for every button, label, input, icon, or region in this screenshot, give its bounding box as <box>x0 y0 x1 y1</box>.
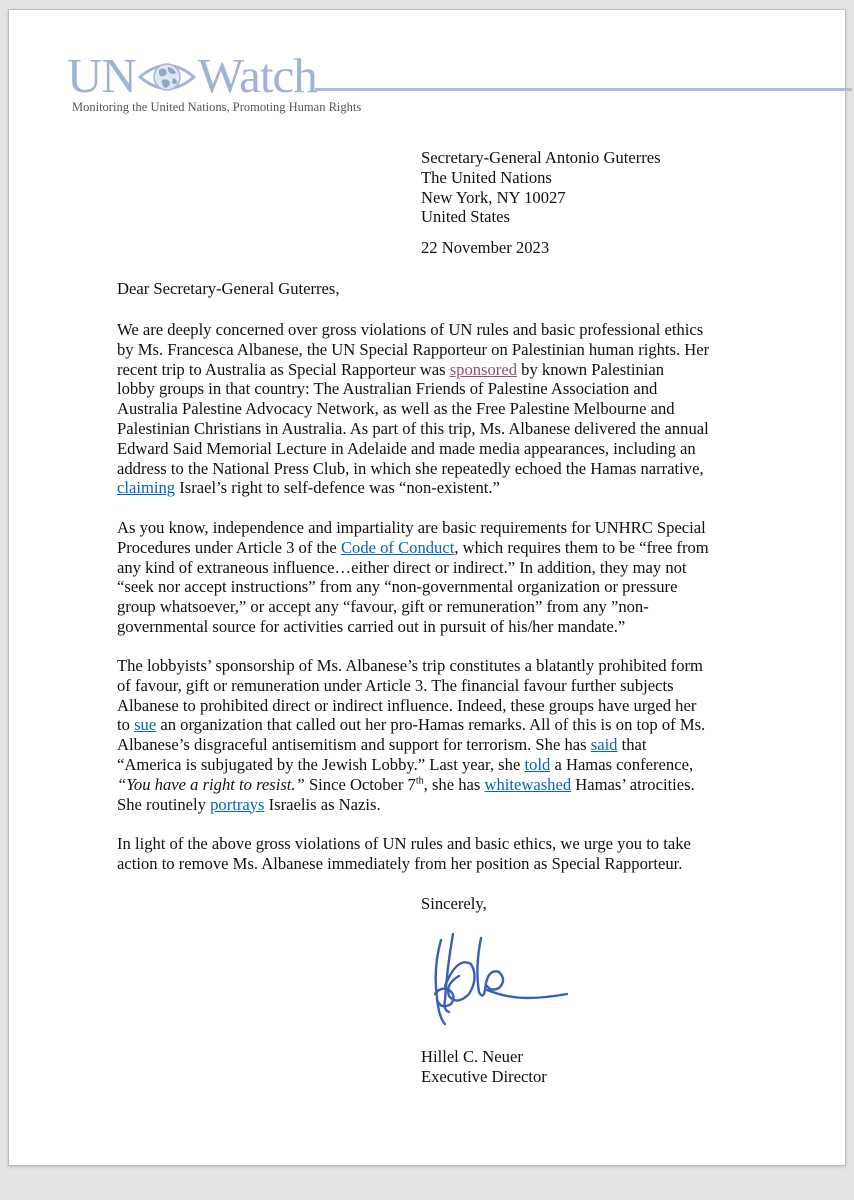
text-run: Hamas’ atrocities. <box>571 774 695 794</box>
text-line: address to the National Press Club, in which she repeatedly echoed the Hamas narrative, <box>117 458 704 478</box>
text-line: As you know, independence and impartiality are basic requirements for UNHRC Special <box>117 518 706 537</box>
signer-title: Executive Director <box>421 1066 547 1086</box>
paragraph-3 <box>117 656 757 814</box>
text-line: The lobbyists’ sponsorship of Ms. Albanese’s trip constitutes a blatantly prohibited form <box>117 656 703 675</box>
text-line <box>117 715 757 735</box>
address-line: Secretary-General Antonio Guterres <box>421 148 661 167</box>
closing: Sincerely, <box>421 894 487 913</box>
address-line: New York, NY 10027 <box>421 187 566 207</box>
letter-date: 22 November 2023 <box>421 238 550 257</box>
text-run: She routinely <box>117 794 211 814</box>
text-line <box>117 735 757 755</box>
text-line: We are deeply concerned over gross violations of UN rules and basic professional ethics <box>117 320 704 339</box>
sponsored-link[interactable]: sponsored <box>449 359 517 379</box>
text-run: Procedures under Article 3 of the <box>117 537 341 557</box>
whitewashed-link[interactable]: whitewashed <box>484 774 572 794</box>
letterhead-rule <box>315 88 852 91</box>
italic-quote: “You have a right to resist.” <box>117 774 305 794</box>
text-line: any kind of extraneous influence…either direct or indirect.” In addition, they may not <box>117 557 687 577</box>
text-line: group whatsoever,” or accept any “favour, gift or remuneration” from any ”non- <box>117 597 649 617</box>
signer-block <box>421 1047 547 1087</box>
text-line: action to remove Ms. Albanese immediately from her position as Special Rapporteur. <box>117 853 683 873</box>
text-line <box>117 795 757 815</box>
text-line <box>117 478 757 498</box>
text-run: Israel’s right to self-defence was “non-existent.” <box>175 478 500 498</box>
text-run: a Hamas conference, <box>550 754 694 774</box>
text-line: of favour, gift or remuneration under Article 3. The financial favour further subjects <box>117 675 674 695</box>
text-line <box>117 755 757 775</box>
text-line: “seek nor accept instructions” from any “non-governmental organization or pressure <box>117 577 678 597</box>
text-line: In light of the above gross violations of UN rules and basic ethics, we urge you to take <box>117 834 691 853</box>
portrays-link[interactable]: portrays <box>210 794 265 814</box>
signer-name: Hillel C. Neuer <box>421 1047 523 1066</box>
said-link[interactable]: said <box>590 735 618 755</box>
text-run: recent trip to Australia as Special Rapporteur was <box>117 359 450 379</box>
claiming-link[interactable]: claiming <box>117 478 176 498</box>
text-line: by Ms. Francesca Albanese, the UN Special Rapporteur on Palestinian human rights. Her <box>117 339 710 359</box>
un-watch-logo <box>67 48 317 103</box>
text-run: , which requires them to be “free from <box>454 537 709 557</box>
text-line <box>117 775 757 795</box>
text-run: Israelis as Nazis. <box>264 794 381 814</box>
sue-link[interactable]: sue <box>134 715 157 735</box>
text-run: Since October 7 <box>304 774 416 794</box>
text-run: “America is subjugated by the Jewish Lobby.” Last year, she <box>117 754 525 774</box>
text-line: governmental source for activities carried out in pursuit of his/her mandate.” <box>117 616 626 636</box>
address-line: United States <box>421 207 510 227</box>
letterhead-tagline: Monitoring the United Nations, Promoting Human Rights <box>72 100 362 114</box>
text-run: , she has <box>423 774 485 794</box>
text-run: by known Palestinian <box>517 359 665 379</box>
text-line: Albanese to prohibited direct or indirect influence. Indeed, these groups have urged her <box>117 695 697 715</box>
logo-text-watch: Watch <box>197 48 317 103</box>
text-run: to <box>117 715 135 735</box>
eye-globe-icon <box>138 58 196 96</box>
logo-text-un: UN <box>67 48 136 103</box>
text-run: Albanese’s disgraceful antisemitism and support for terrorism. She has <box>117 735 591 755</box>
paragraph-2 <box>117 518 757 637</box>
recipient-address <box>421 148 661 227</box>
text-run: an organization that called out her pro-Hamas remarks. All of this is on top of Ms. <box>156 715 706 735</box>
text-line: lobby groups in that country: The Australian Friends of Palestine Association and <box>117 379 658 399</box>
text-line <box>117 360 757 380</box>
text-line: Australia Palestine Advocacy Network, as well as the Free Palestine Melbourne and <box>117 399 675 419</box>
address-line: The United Nations <box>421 167 552 187</box>
text-run: that <box>617 735 647 755</box>
paragraph-1 <box>117 320 757 498</box>
text-line: Edward Said Memorial Lecture in Adelaide and made media appearances, including an <box>117 438 696 458</box>
text-line: Palestinian Christians in Australia. As part of this trip, Ms. Albanese delivered the annual <box>117 418 709 438</box>
signature-icon <box>427 928 577 1028</box>
ordinal-suffix: th <box>415 775 424 787</box>
document-page <box>8 9 846 1166</box>
paragraph-4 <box>117 834 757 874</box>
text-line <box>117 538 757 558</box>
told-link[interactable]: told <box>524 754 551 774</box>
salutation: Dear Secretary-General Guterres, <box>117 279 340 298</box>
code-of-conduct-link[interactable]: Code of Conduct <box>340 537 455 557</box>
